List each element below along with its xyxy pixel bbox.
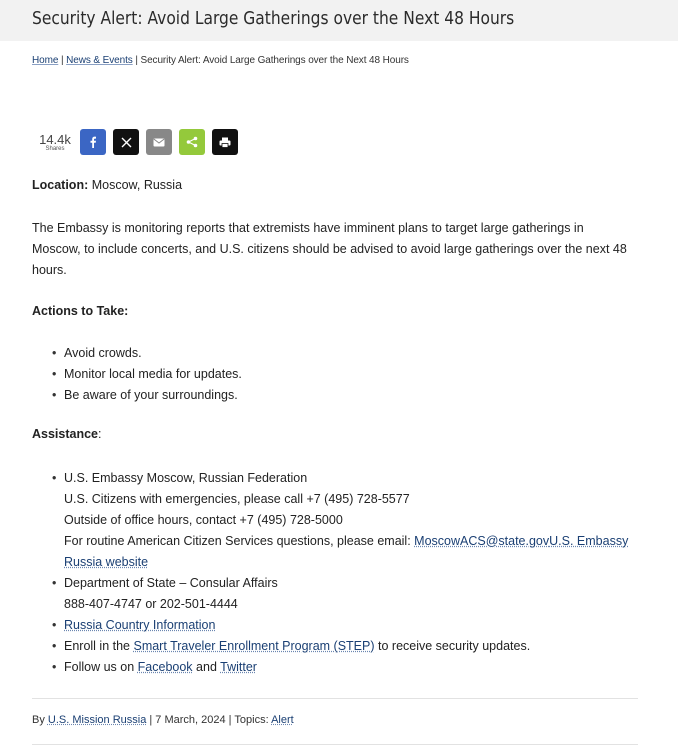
facebook-share-button[interactable] (80, 129, 106, 155)
x-icon (121, 137, 132, 148)
page-header (0, 0, 678, 41)
share-count (32, 133, 78, 152)
twitter-link[interactable]: Twitter (220, 660, 257, 674)
emergency-phone: U.S. Citizens with emergencies, please call +7 (495) 728-5577 (64, 492, 410, 506)
author-link[interactable]: U.S. Mission Russia (47, 714, 147, 726)
list-item: • Follow us on Facebook and Twitter (64, 657, 634, 678)
facebook-link[interactable]: Facebook (137, 660, 193, 674)
envelope-icon (153, 138, 165, 147)
breadcrumb-separator: | (132, 55, 141, 66)
share-count-label: Shares (45, 145, 65, 152)
after-hours-phone: Outside of office hours, contact +7 (495) 728-5000 (64, 513, 343, 527)
post-date: | 7 March, 2024 | Topics: (146, 714, 272, 726)
list-item (64, 468, 634, 573)
step-link[interactable]: Smart Traveler Enrollment Program (STEP) (133, 639, 375, 653)
breadcrumb-separator: | (58, 55, 67, 66)
email-share-button[interactable] (146, 129, 172, 155)
x-share-button[interactable] (113, 129, 139, 155)
embassy-website-link[interactable]: U.S. Embassy Russia website (64, 534, 629, 569)
list-item: • Enroll in the Smart Traveler Enrollment Program (STEP) to receive security updates. (64, 636, 634, 657)
location-label: Location: (32, 178, 89, 192)
embassy-name: U.S. Embassy Moscow, Russian Federation (64, 471, 308, 485)
facebook-icon (89, 136, 97, 148)
share-icon (186, 136, 198, 148)
email-link[interactable]: MoscowACS@state.gov (414, 534, 550, 548)
list-item: • Monitor local media for updates. (64, 364, 242, 385)
country-info-link[interactable]: Russia Country Information (64, 618, 216, 632)
share-count-number: 14.4k (39, 131, 71, 147)
actions-heading: Actions to Take: (32, 304, 129, 318)
location-value: Moscow, Russia (88, 178, 183, 192)
print-button[interactable] (212, 129, 238, 155)
divider (32, 698, 638, 699)
location-line (32, 178, 182, 192)
page-title: Security Alert: Avoid Large Gatherings over the Next 48 Hours (32, 8, 515, 29)
dos-name: Department of State – Consular Affairs (64, 576, 278, 590)
list-item (64, 615, 634, 636)
breadcrumb-current: Security Alert: Avoid Large Gatherings over the Next 48 Hours (140, 55, 409, 66)
list-item: • Avoid crowds. (64, 343, 242, 364)
actions-list (32, 343, 242, 406)
breadcrumb-news-link[interactable]: News & Events (66, 55, 133, 66)
breadcrumb (32, 55, 409, 66)
assistance-list (32, 468, 634, 678)
dos-phones: 888-407-4747 or 202-501-4444 (64, 597, 238, 611)
printer-icon (219, 137, 231, 148)
byline: By U.S. Mission Russia | 7 March, 2024 | Topics: Alert (32, 714, 294, 726)
routine-services: For routine American Citizen Services questions, please email: (64, 534, 415, 548)
share-bar (32, 129, 245, 155)
breadcrumb-home-link[interactable]: Home (32, 55, 59, 66)
topic-link[interactable]: Alert (271, 714, 294, 726)
assistance-heading: Assistance: (32, 427, 102, 441)
share-button[interactable] (179, 129, 205, 155)
list-item: • Be aware of your surroundings. (64, 385, 242, 406)
divider (32, 744, 638, 745)
intro-paragraph: The Embassy is monitoring reports that extremists have imminent plans to target large gatherings in Moscow, to include concerts, and U.S. citizens should be advised to avoid large gatherings over the next 48 hours. (32, 221, 627, 277)
list-item (64, 573, 634, 615)
